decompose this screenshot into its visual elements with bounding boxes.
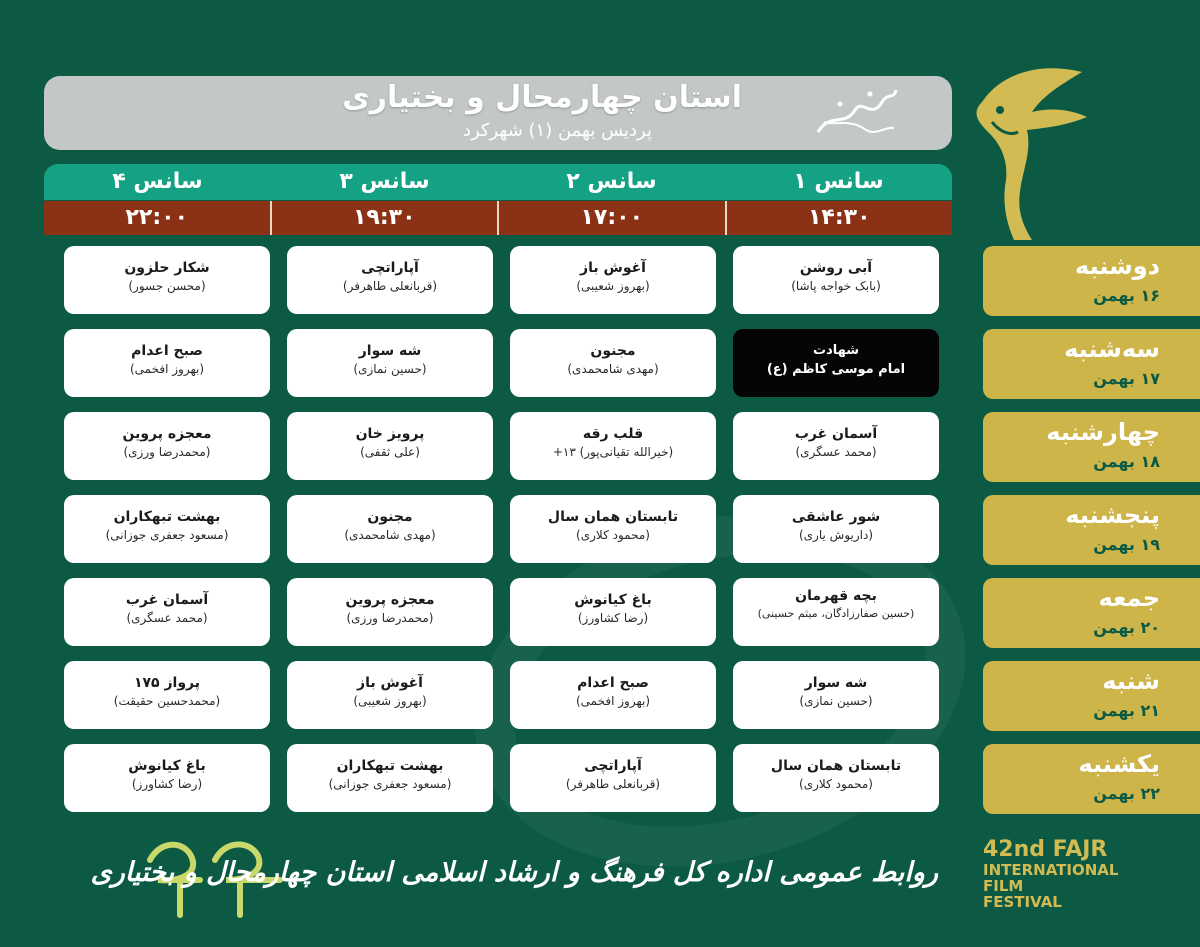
film-title: تابستان همان سال (547, 509, 679, 525)
film-card (287, 578, 493, 646)
film-title: بهشت تبهکاران (113, 509, 221, 525)
day-date: ۲۱ بهمن (1093, 701, 1160, 720)
day-label (983, 329, 1200, 399)
film-title: قلب رقه (582, 426, 644, 442)
session-time: ۱۹:۳۰ (270, 201, 498, 235)
film-title: آغوش باز (580, 260, 646, 276)
session-header-row (44, 164, 952, 200)
film-director: (حسین صفارزادگان، میثم حسینی) (757, 607, 915, 620)
film-director: (قربانعلی طاهرفر) (565, 777, 661, 791)
film-title: تابستان همان سال (770, 758, 902, 774)
film-director: (مهدی شامحمدی) (567, 362, 659, 376)
film-director: (محمد عسگری) (126, 611, 208, 625)
day-date: ۱۶ بهمن (1093, 286, 1160, 305)
film-title: مجنون (590, 343, 636, 359)
festival-logo-line: 42nd FAJR (983, 837, 1108, 862)
film-director: (خیرالله تقیانی‌پور) ۱۳+ (552, 445, 674, 459)
film-card-highlight (733, 329, 939, 397)
film-card (733, 578, 939, 646)
session-time: ۱۷:۰۰ (497, 201, 725, 235)
festival-logo (983, 838, 1183, 928)
film-title: معجزه پروین (345, 592, 435, 608)
film-card (733, 661, 939, 729)
film-card (510, 495, 716, 563)
film-title: معجزه پروین (122, 426, 212, 442)
film-director: (بهروز افخمی) (129, 362, 204, 376)
film-director: (رضا کشاورز) (577, 611, 649, 625)
film-director: (رضا کشاورز) (131, 777, 203, 791)
session-time: ۲۲:۰۰ (125, 205, 188, 230)
day-name: دوشنبه (1075, 252, 1160, 280)
film-title: بهشت تبهکاران (336, 758, 444, 774)
session-label: سانس ۳ (339, 169, 430, 194)
film-card (64, 661, 270, 729)
film-title: شکار حلزون (124, 260, 210, 276)
film-director: (مهدی شامحمدی) (344, 528, 436, 542)
film-card (510, 329, 716, 397)
page-title: استان چهارمحال و بختیاری (342, 80, 742, 115)
day-name: سه‌شنبه (1064, 335, 1160, 363)
film-director: (بهروز شعیبی) (353, 694, 427, 708)
film-title: آسمان غرب (794, 426, 878, 442)
film-subtitle: امام موسی کاظم (ع) (766, 362, 906, 377)
footer-credit: روابط عمومی اداره کل فرهنگ و ارشاد اسلامی استان چهارمحال و بختیاری (90, 857, 938, 888)
film-card (733, 744, 939, 812)
film-title: شهادت (813, 343, 859, 358)
film-director: (داریوش یاری) (798, 528, 874, 542)
film-title: مجنون (367, 509, 413, 525)
film-director: (محسن جسور) (128, 279, 206, 293)
film-title: شور عاشقی (791, 509, 881, 525)
film-card (510, 578, 716, 646)
film-card (287, 412, 493, 480)
day-date: ۱۸ بهمن (1093, 452, 1160, 471)
day-label (983, 412, 1200, 482)
day-name: جمعه (1098, 584, 1160, 612)
film-card (287, 661, 493, 729)
film-card (64, 246, 270, 314)
day-name: یکشنبه (1078, 750, 1160, 778)
film-title: بچه قهرمان (795, 588, 877, 604)
day-label (983, 744, 1200, 814)
film-card (510, 744, 716, 812)
day-name: پنجشنبه (1065, 501, 1160, 529)
film-card (64, 495, 270, 563)
simorgh-emblem-icon (962, 62, 1092, 242)
day-date: ۲۲ بهمن (1093, 784, 1160, 803)
film-title: آپاراتچی (584, 758, 642, 774)
festival-logo-line: FESTIVAL (983, 893, 1062, 911)
film-card (733, 412, 939, 480)
film-director: (بهروز شعیبی) (576, 279, 650, 293)
film-card (287, 329, 493, 397)
film-director: (قربانعلی طاهرفر) (342, 279, 438, 293)
day-name: شنبه (1102, 667, 1160, 695)
day-label (983, 495, 1200, 565)
session-time-row (44, 201, 952, 235)
film-director: (حسین نمازی) (799, 694, 873, 708)
film-card (64, 744, 270, 812)
film-director: (مسعود جعفری جوزانی) (105, 528, 229, 542)
day-label (983, 246, 1200, 316)
film-card (510, 412, 716, 480)
film-card (287, 495, 493, 563)
day-date: ۱۹ بهمن (1093, 535, 1160, 554)
film-title: آبی روشن (799, 260, 873, 276)
cinema-name: پردیس بهمن (۱) شهرکرد (462, 120, 652, 141)
day-date: ۲۰ بهمن (1093, 618, 1160, 637)
film-card (733, 246, 939, 314)
session-label: سانس ۴ (112, 169, 203, 194)
film-card (510, 661, 716, 729)
festival-calligraphy-icon (810, 82, 900, 142)
film-director: (مسعود جعفری جوزانی) (328, 777, 452, 791)
film-director: (محمد عسگری) (795, 445, 877, 459)
festival-logo-line: FILM (983, 877, 1024, 895)
film-director: (علی ثقفی) (360, 445, 420, 459)
film-title: آغوش باز (357, 675, 423, 691)
film-title: باغ کیانوش (128, 758, 206, 774)
session-label: سانس ۲ (566, 169, 657, 194)
film-title: آپاراتچی (361, 260, 419, 276)
film-card (64, 329, 270, 397)
film-card (64, 578, 270, 646)
film-director: (بهروز افخمی) (575, 694, 650, 708)
film-title: صبح اعدام (131, 343, 203, 359)
film-title: پرویز خان (355, 426, 425, 442)
day-label (983, 578, 1200, 648)
film-title: آسمان غرب (125, 592, 209, 608)
film-card (510, 246, 716, 314)
film-director: (محمود کلاری) (799, 777, 873, 791)
film-card (287, 246, 493, 314)
film-director: (محمدرضا ورزی) (346, 611, 434, 625)
film-card (64, 412, 270, 480)
film-title: پرواز ۱۷۵ (133, 675, 201, 691)
festival-logo-line: INTERNATIONAL (983, 861, 1119, 879)
film-director: (محمود کلاری) (576, 528, 650, 542)
day-date: ۱۷ بهمن (1093, 369, 1160, 388)
film-title: شه سوار (804, 675, 868, 691)
day-label (983, 661, 1200, 731)
film-director: (بابک خواجه پاشا) (791, 279, 881, 293)
film-title: باغ کیانوش (574, 592, 652, 608)
day-name: چهارشنبه (1046, 418, 1160, 446)
session-label: سانس ۱ (793, 169, 884, 194)
film-director: (محمدحسین حقیقت) (113, 694, 221, 708)
film-director: (محمدرضا ورزی) (123, 445, 211, 459)
film-title: صبح اعدام (577, 675, 649, 691)
film-card (287, 744, 493, 812)
film-card (733, 495, 939, 563)
session-time: ۱۴:۳۰ (725, 201, 953, 235)
film-title: شه سوار (358, 343, 422, 359)
film-director: (حسین نمازی) (353, 362, 427, 376)
